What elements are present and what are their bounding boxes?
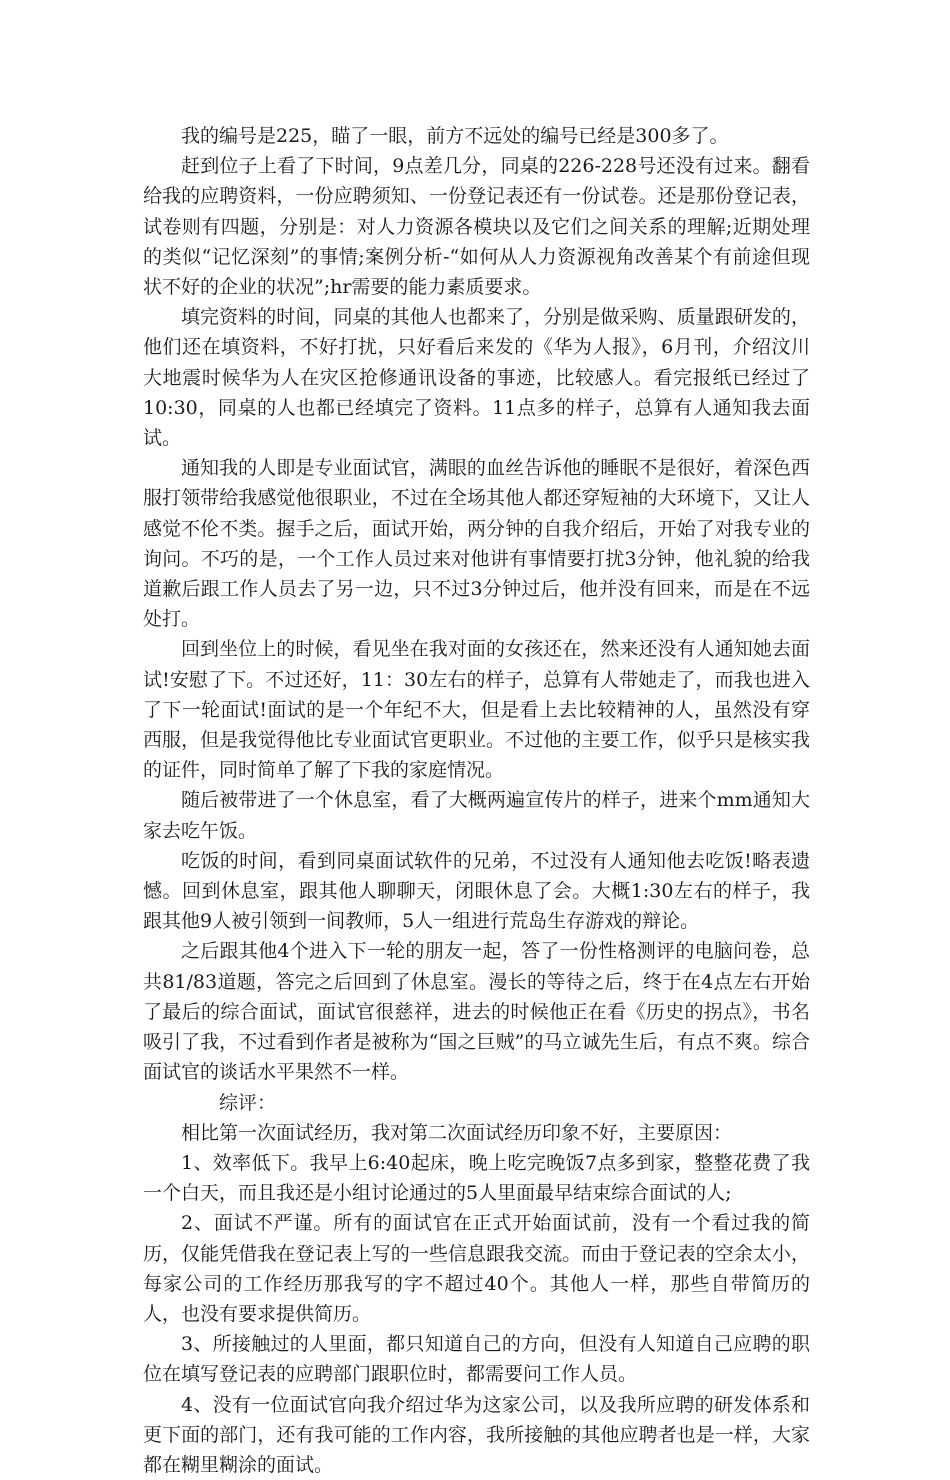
paragraph: 回到坐位上的时候，看见坐在我对面的女孩还在，然来还没有人通知她去面试!安慰了下。不过还好，11：30左右的样子，总算有人带她走了，而我也进入了下一轮面试!面试的是一个年纪不大，但是看上去比较精神的人，虽然没有穿西服，但是我觉得他比专业面试官更职业。不过他的主要工作，似乎只是核实我的证件，同时简单了解了下我的家庭情况。 [143,638,810,782]
paragraph: 吃饭的时间，看到同桌面试软件的兄弟，不过没有人通知他去吃饭!略表遗憾。回到休息室，跟其他人聊聊天，闭眼休息了会。大概1:30左右的样子，我跟其他9人被引领到一间教师，5人一组进行荒岛生存游戏的辩论。 [143,849,810,933]
paragraph: 通知我的人即是专业面试官，满眼的血丝告诉他的睡眠不是很好，着深色西服打领带给我感觉他很职业，不过在全场其他人都还穿短袖的大环境下，又让人感觉不伦不类。握手之后，面试开始，两分钟的自我介绍后，开始了对我专业的询问。不巧的是，一个工作人员过来对他讲有事情要打扰3分钟，他礼貌的给我道歉后跟工作人员去了另一边，只不过3分钟过后，他并没有回来，而是在不远处打。 [143,457,810,631]
review-paragraph: 相比第一次面试经历，我对第二次面试经历印象不好，主要原因： [181,1121,733,1144]
review-paragraph: 3、所接触过的人里面，都只知道自己的方向，但没有人知道自己应聘的职位在填写登记表的应聘部门跟职位时，都需要问工作人员。 [143,1333,810,1386]
document-body [143,121,810,1480]
paragraph: 我的编号是225，瞄了一眼，前方不远处的编号已经是300多了。 [181,125,729,147]
paragraph: 赶到位子上看了下时间，9点差几分，同桌的226-228号还没有过来。翻看给我的应聘资料，一份应聘须知、一份登记表还有一份试卷。还是那份登记表，试卷则有四题，分别是：对人力资源各模块以及它们之间关系的理解;近期处理的类似“记忆深刻”的事情;案例分析-“如何从人力资源视角改善某个有前途但现状不好的企业的状况”;hr需要的能力素质要求。 [143,155,810,299]
review-paragraph: 2、面试不严谨。所有的面试官在正式开始面试前，没有一个看过我的简历，仅能凭借我在登记表上写的一些信息跟我交流。而由于登记表的空余太小，每家公司的工作经历那我写的字不超过40个。其他人一样，那些自带简历的人，也没有要求提供简历。 [143,1212,810,1325]
paragraph: 填完资料的时间，同桌的其他人也都来了，分别是做采购、质量跟研发的，他们还在填资料，不好打扰，只好看后来发的《华为人报》，6月刊，介绍汶川大地震时候华为人在灾区抢修通讯设备的事迹，比较感人。看完报纸已经过了10:30，同桌的人也都已经填完了资料。11点多的样子，总算有人通知我去面试。 [143,306,810,450]
paragraph: 随后被带进了一个休息室，看了大概两遍宣传片的样子，进来个mm通知大家去吃午饭。 [143,789,810,842]
review-heading: 综评： [219,1091,277,1114]
review-paragraph: 4、没有一位面试官向我介绍过华为这家公司，以及我所应聘的研发体系和更下面的部门，还有我可能的工作内容，我所接触的其他应聘者也是一样，大家都在糊里糊涂的面试。 [143,1393,810,1476]
paragraph: 之后跟其他4个进入下一轮的朋友一起，答了一份性格测评的电脑问卷，总共81/83道题，答完之后回到了休息室。漫长的等待之后，终于在4点左右开始了最后的综合面试，面试官很慈祥，进去的时候他正在看《历史的拐点》，书名吸引了我，不过看到作者是被称为“国之巨贼”的马立诚先生后，有点不爽。综合面试官的谈话水平果然不一样。 [143,940,810,1084]
review-paragraph: 1、效率低下。我早上6:40起床，晚上吃完晚饭7点多到家，整整花费了我一个白天，而且我还是小组讨论通过的5人里面最早结束综合面试的人; [143,1151,810,1205]
